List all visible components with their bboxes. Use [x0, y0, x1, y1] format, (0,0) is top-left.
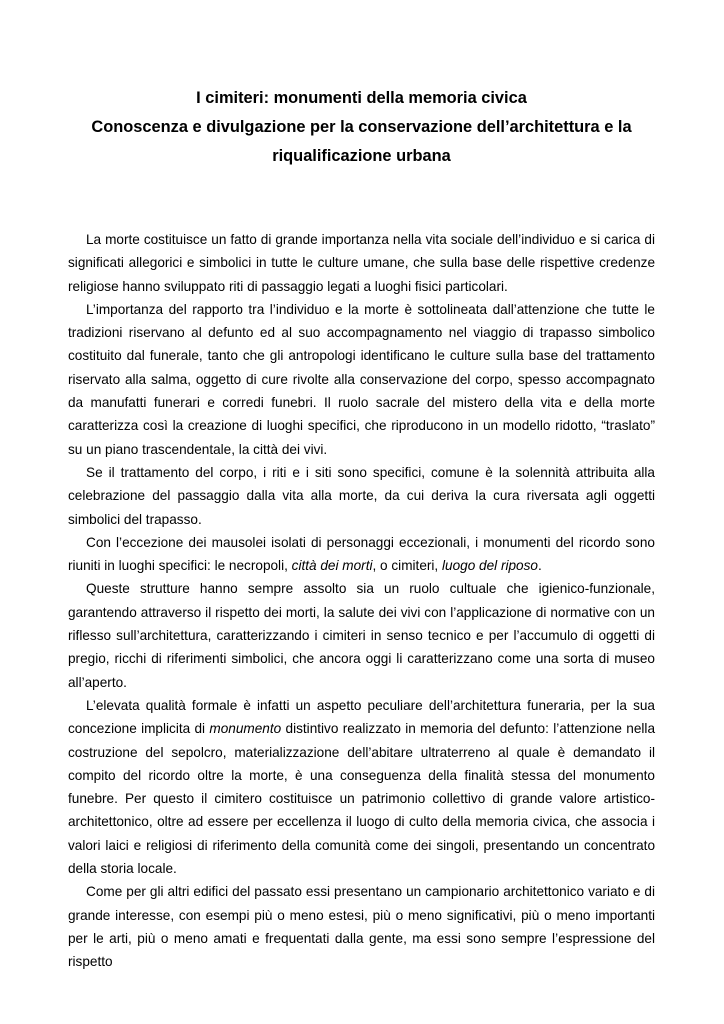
paragraph-text: , o cimiteri,: [372, 558, 442, 574]
emphasis-text: monumento: [209, 721, 282, 737]
paragraph-text: L’elevata qualità formale è infatti un aspetto peculiare dell’architettura funeraria, per la sua concezione implicita di: [68, 697, 655, 737]
paragraph-text: distintivo realizzato in memoria del defunto: l’attenzione nella costruzione del sepolcro, materializzazione dell’abitare ultraterreno al quale è demandato il compito del ricordo oltre la morte, è una conseguenza della finalità stessa del monumento funebre. Per questo il cimitero costituisce un patrimonio collettivo di grande valore artistico-architettonico, oltre ad essere per eccellenza il luogo di culto della memoria civica, che associa i valori laici e religiosi di riferimento della comunità come dei singoli, presentando un concentrato della storia locale.: [68, 721, 655, 877]
paragraph: Come per gli altri edifici del passato essi presentano un campionario architettonico variato e di grande interesse, con esempi più o meno estesi, più o meno significativi, più o meno importanti per le arti, più o meno amati e frequentati dalla gente, ma essi sono sempre l’espressione del rispetto: [68, 884, 655, 970]
document-subtitle: Conoscenza e divulgazione per la conservazione dell’architettura e la riqualificazione urbana: [91, 118, 632, 165]
paragraph-text: Con l’eccezione dei mausolei isolati di personaggi eccezionali, i monumenti del ricordo sono riuniti in luoghi specifici: le necropoli,: [68, 534, 655, 574]
document-title: I cimiteri: monumenti della memoria civica: [196, 89, 527, 107]
paragraph: Queste strutture hanno sempre assolto sia un ruolo cultuale che igienico-funzionale, garantendo attraverso il rispetto dei morti, la salute dei vivi con l’applicazione di normative con un riflesso sull’architettura, caratterizzando i cimiteri in senso tecnico e per l’accumulo di oggetti di pregio, ricchi di riferimenti simbolici, che ancora oggi li caratterizzano come una sorta di museo all’aperto.: [68, 581, 655, 690]
paragraph-text: .: [537, 558, 542, 574]
paragraph: Se il trattamento del corpo, i riti e i siti sono specifici, comune è la solennità attribuita alla celebrazione del passaggio dalla vita alla morte, da cui deriva la cura riversata agli oggetti simbolici del trapasso.: [68, 464, 655, 527]
body-text: [68, 228, 655, 974]
paragraph: [68, 531, 655, 578]
emphasis-text: città dei morti: [291, 558, 373, 574]
title-block: [68, 84, 655, 171]
paragraph: [68, 694, 655, 880]
paragraph: La morte costituisce un fatto di grande importanza nella vita sociale dell’individuo e si carica di significati allegorici e simbolici in tutte le culture umane, che sulla base delle rispettive credenze religiose hanno sviluppato riti di passaggio legati a luoghi fisici particolari.: [68, 232, 655, 294]
emphasis-text: luogo del riposo: [442, 558, 538, 574]
paragraph: L’importanza del rapporto tra l’individuo e la morte è sottolineata dall’attenzione che tutte le tradizioni riservano al defunto ed al suo accompagnamento nel viaggio di trapasso simbolico costituito dal funerale, tanto che gli antropologi identificano le culture sulla base del trattamento riservato alla salma, oggetto di cure rivolte alla conservazione del corpo, spesso accompagnato da manufatti funerari e corredi funebri. Il ruolo sacrale del mistero della vita e della morte caratterizza così la creazione di luoghi specifici, che riproducono in un modello ridotto, “traslato” su un piano trascendentale, la città dei vivi.: [68, 301, 655, 457]
